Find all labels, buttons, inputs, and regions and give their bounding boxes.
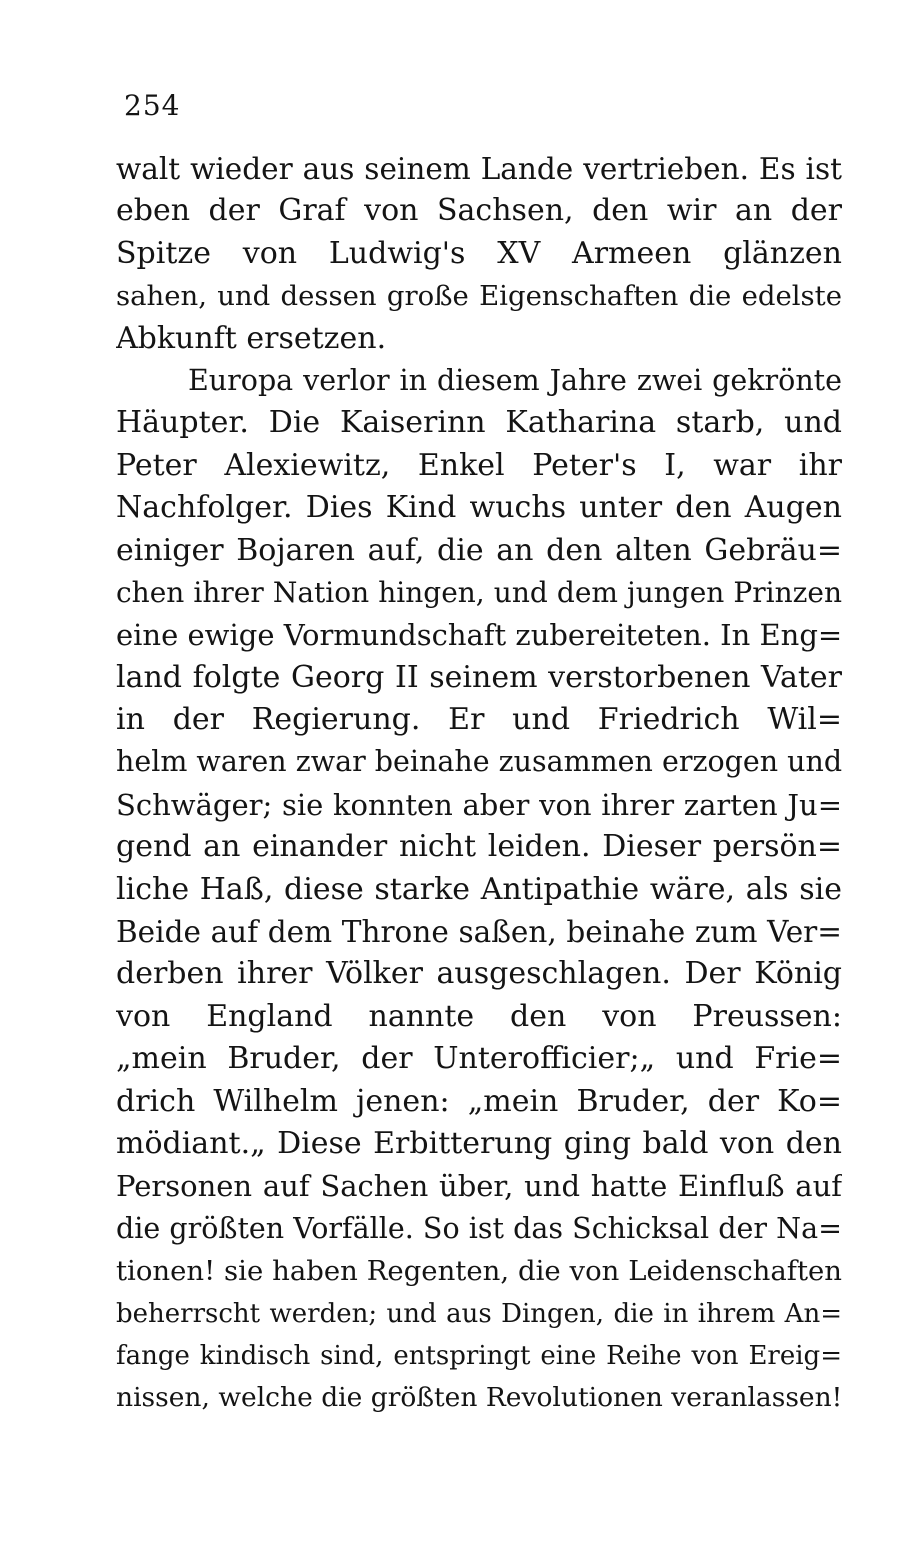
- text-line: fange kindisch sind, entspringt eine Reihe von Ereig=: [116, 1340, 842, 1371]
- text-line: „mein Bruder, der Unterofficier;„ und Frie=: [116, 1041, 842, 1077]
- text-line: helm waren zwar beinahe zusammen erzogen und: [116, 745, 842, 779]
- text-line: drich Wilhelm jenen: „mein Bruder, der Ko=: [116, 1083, 842, 1119]
- text-line: sahen, und dessen große Eigenschaften die edelste: [116, 280, 842, 313]
- text-line: eine ewige Vormundschaft zubereiteten. In Eng=: [116, 618, 842, 653]
- text-line: mödiant.„ Diese Erbitterung ging bald von den: [116, 1125, 842, 1161]
- text-line: Häupter. Die Kaiserinn Katharina starb, und: [116, 405, 842, 441]
- text-line: Schwäger; sie konnten aber von ihrer zarten Ju=: [116, 787, 842, 822]
- text-line: land folgte Georg II seinem verstorbenen Vater: [116, 659, 842, 695]
- text-line: in der Regierung. Er und Friedrich Wil=: [116, 702, 842, 738]
- text-line: gend an einander nicht leiden. Dieser persön=: [116, 829, 842, 865]
- text-line: liche Haß, diese starke Antipathie wäre, als sie: [116, 871, 842, 907]
- text-line: derben ihrer Völker ausgeschlagen. Der König: [116, 956, 842, 992]
- text-line: Personen auf Sachen über, und hatte Einfluß auf: [116, 1169, 842, 1204]
- text-line: tionen! sie haben Regenten, die von Leidenschaften: [116, 1255, 842, 1288]
- text-line: Beide auf dem Throne saßen, beinahe zum Ver=: [116, 915, 842, 950]
- text-line: Peter Alexiewitz, Enkel Peter's I, war ihr: [116, 447, 842, 483]
- text-line: eben der Graf von Sachsen, den wir an der: [116, 193, 842, 229]
- text-line: walt wieder aus seinem Lande vertrieben. Es ist: [116, 152, 842, 186]
- text-line: einiger Bojaren auf, die an den alten Gebräu=: [116, 532, 842, 568]
- text-line: chen ihrer Nation hingen, und dem jungen Prinzen: [116, 575, 842, 609]
- text-line: nissen, welche die größten Revolutionen veranlassen!: [116, 1382, 842, 1414]
- text-line: Europa verlor in diesem Jahre zwei gekrönte: [188, 363, 842, 397]
- text-line: beherrscht werden; und aus Dingen, die in ihrem An=: [116, 1298, 842, 1329]
- text-line: von England nannte den von Preussen:: [116, 998, 842, 1034]
- text-line: die größten Vorfälle. So ist das Schicksal der Na=: [116, 1211, 842, 1245]
- page-number: 254: [124, 89, 181, 122]
- text-line: Abkunft ersetzen.: [116, 320, 387, 356]
- text-line: Spitze von Ludwig's XV Armeen glänzen: [116, 235, 842, 271]
- text-line: Nachfolger. Dies Kind wuchs unter den Augen: [116, 490, 842, 526]
- body-text: [116, 148, 842, 1420]
